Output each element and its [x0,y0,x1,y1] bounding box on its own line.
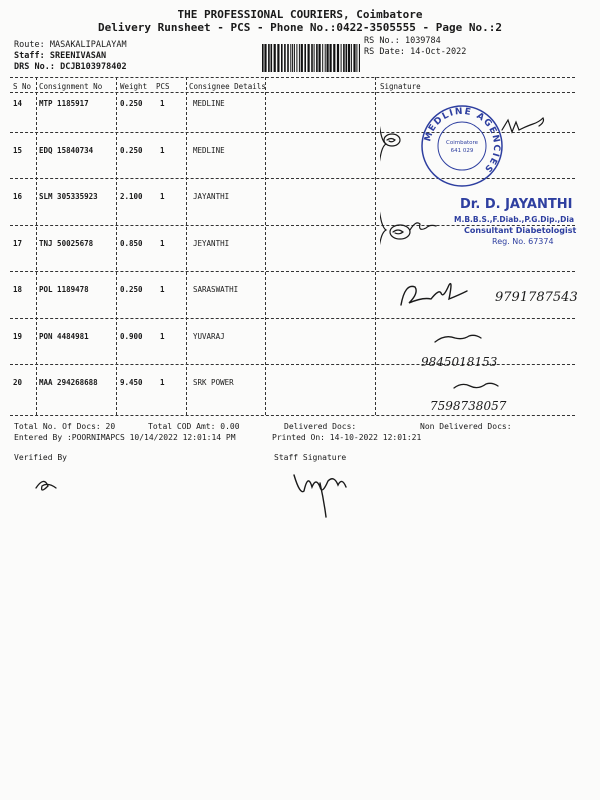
barcode-bar [299,44,300,72]
entered-by: Entered By :POORNIMAPCS 10/14/2022 12:01:14 PM [14,433,236,442]
cell-pcs: 1 [160,192,165,201]
runsheet-title: Delivery Runsheet - PCS - Phone No.:0422-3505555 - Page No.:2 [98,21,502,34]
non-delivered-docs: Non Delivered Docs: [420,422,512,431]
drs-value: DCJB103978402 [60,62,127,72]
stamp-ring-text: MEDLINE AGENCIES [423,106,502,175]
barcode-bar [356,44,357,72]
barcode-bar [287,44,289,72]
rs-no-line [364,36,441,46]
barcode-bar [346,44,348,72]
printed-on: Printed On: 14-10-2022 12:01:21 [272,433,422,442]
total-cod: Total COD Amt: 0.00 [148,422,240,431]
doctor-title: Consultant Diabetologist [464,226,577,235]
col-header-sno: S No [13,82,32,91]
handwritten-signature-row-20 [430,378,580,418]
barcode-bar [327,44,329,72]
barcode-bar [304,44,306,72]
barcode-bar [311,44,313,72]
barcode-bar [337,44,339,72]
handwritten-signature-row-18 [395,275,595,325]
cell-sno: 20 [13,378,23,387]
col-header-weight: Weight [120,82,148,91]
barcode-bar [359,44,360,72]
barcode-bar [277,44,279,72]
cell-pcs: 1 [160,239,165,248]
route-value: MASAKALIPALAYAM [49,40,127,50]
cell-sno: 16 [13,192,23,201]
cell-consignee: MEDLINE [193,146,225,155]
handwritten-phone-row-18: 9791787543 [495,290,578,305]
drs-line [14,62,127,72]
cell-consignment: TNJ 50025678 [39,239,94,248]
rs-date-line [364,47,466,57]
cell-consignment: SLM 305335923 [39,192,98,201]
cell-weight: 0.250 [120,146,143,155]
doctor-degree: M.B.B.S.,F.Diab.,P.G.Dip.,Dia [454,215,575,224]
col-header-pcs: PCS [156,82,170,91]
route-line [14,40,127,50]
cell-sno: 17 [13,239,23,248]
cell-consignee: MEDLINE [193,99,225,108]
barcode-bar [262,44,264,72]
cell-consignee: YUVARAJ [193,332,225,341]
barcode-bar [333,44,335,72]
cell-consignment: MAA 294268688 [39,378,98,387]
barcode-bar [284,44,286,72]
rs-date-label: RS Date: [364,47,405,57]
col-header-consignee: Consignee Details [189,82,266,91]
cell-sno: 19 [13,332,23,341]
cell-weight: 0.250 [120,99,143,108]
handwritten-phone-row-19: 9845018153 [421,355,498,369]
barcode-bar [325,44,326,72]
barcode-bar [268,44,270,72]
barcode-bar [322,44,323,72]
barcode-bar [292,44,293,72]
barcode-bar [281,44,283,72]
cell-sno: 18 [13,285,23,294]
cell-consignment: POL 1189478 [39,285,89,294]
barcode-bar [351,44,352,72]
cell-pcs: 1 [160,378,165,387]
cell-pcs: 1 [160,332,165,341]
barcode-bar [274,44,276,72]
col-header-consignment: Consignment No [39,82,103,91]
stamp-city: Coimbatore [446,140,478,146]
cell-consignment: EDQ 15840734 [39,146,94,155]
handwritten-signature-marks [380,100,573,270]
staff-signature-mark [290,465,370,525]
staff-label: Staff: [14,51,45,61]
total-docs: Total No. Of Docs: 20 [14,422,116,431]
doctor-name: Dr. D. JAYANTHI [460,197,573,212]
barcode-bar [348,44,350,72]
cell-pcs: 1 [160,285,165,294]
barcode-bar [301,44,303,72]
cell-consignee: SRK POWER [193,378,234,387]
cell-consignee: JAYANTHI [193,192,230,201]
staff-value: SREENIVASAN [49,51,107,61]
cell-weight: 9.450 [120,378,143,387]
barcode-bar [353,44,355,72]
barcode-bar [296,44,297,72]
row-rule [10,271,575,272]
barcode-bar [290,44,291,72]
barcode-bar [314,44,315,72]
barcode-bar [319,44,321,72]
staff-signature-label: Staff Signature [274,453,347,462]
cell-weight: 0.850 [120,239,143,248]
table-header-rule [10,92,575,93]
barcode-bar [271,44,273,72]
barcode-bar [341,44,342,72]
cell-pcs: 1 [160,146,165,155]
col-header-signature: Signature [380,82,421,91]
handwritten-phone-row-20: 7598738057 [430,399,507,413]
delivered-docs: Delivered Docs: [284,422,357,431]
barcode-bar [316,44,318,72]
barcode-bar [330,44,332,72]
rs-date-value: 14-Oct-2022 [410,47,467,57]
table-top-rule [10,77,575,78]
cell-sno: 15 [13,146,23,155]
doctor-reg: Reg. No. 67374 [492,237,554,246]
cell-sno: 14 [13,99,23,108]
cell-consignee: JEYANTHI [193,239,230,248]
barcode-bar [264,44,266,72]
handwritten-signature-row-19 [415,328,575,374]
table-bottom-rule [10,415,575,416]
rs-no-label: RS No.: [364,36,400,46]
cell-weight: 0.900 [120,332,143,341]
cell-pcs: 1 [160,99,165,108]
route-label: Route: [14,40,45,50]
drs-label: DRS No.: [14,62,55,72]
stamp-pin: 641 029 [450,148,474,154]
barcode-bar [343,44,345,72]
cell-consignment: MTP 1185917 [39,99,89,108]
verified-by-label: Verified By [14,453,67,462]
cell-consignee: SARASWATHI [193,285,239,294]
verifier-initials [30,470,70,500]
staff-line [14,51,106,61]
company-title: THE PROFESSIONAL COURIERS, Coimbatore [177,8,423,21]
cell-weight: 0.250 [120,285,143,294]
barcode-bar [294,44,295,72]
cell-weight: 2.100 [120,192,143,201]
cell-consignment: PON 4484981 [39,332,89,341]
barcode-image [262,44,360,72]
barcode-bar [308,44,310,72]
rs-no-value: 1039784 [404,36,441,46]
